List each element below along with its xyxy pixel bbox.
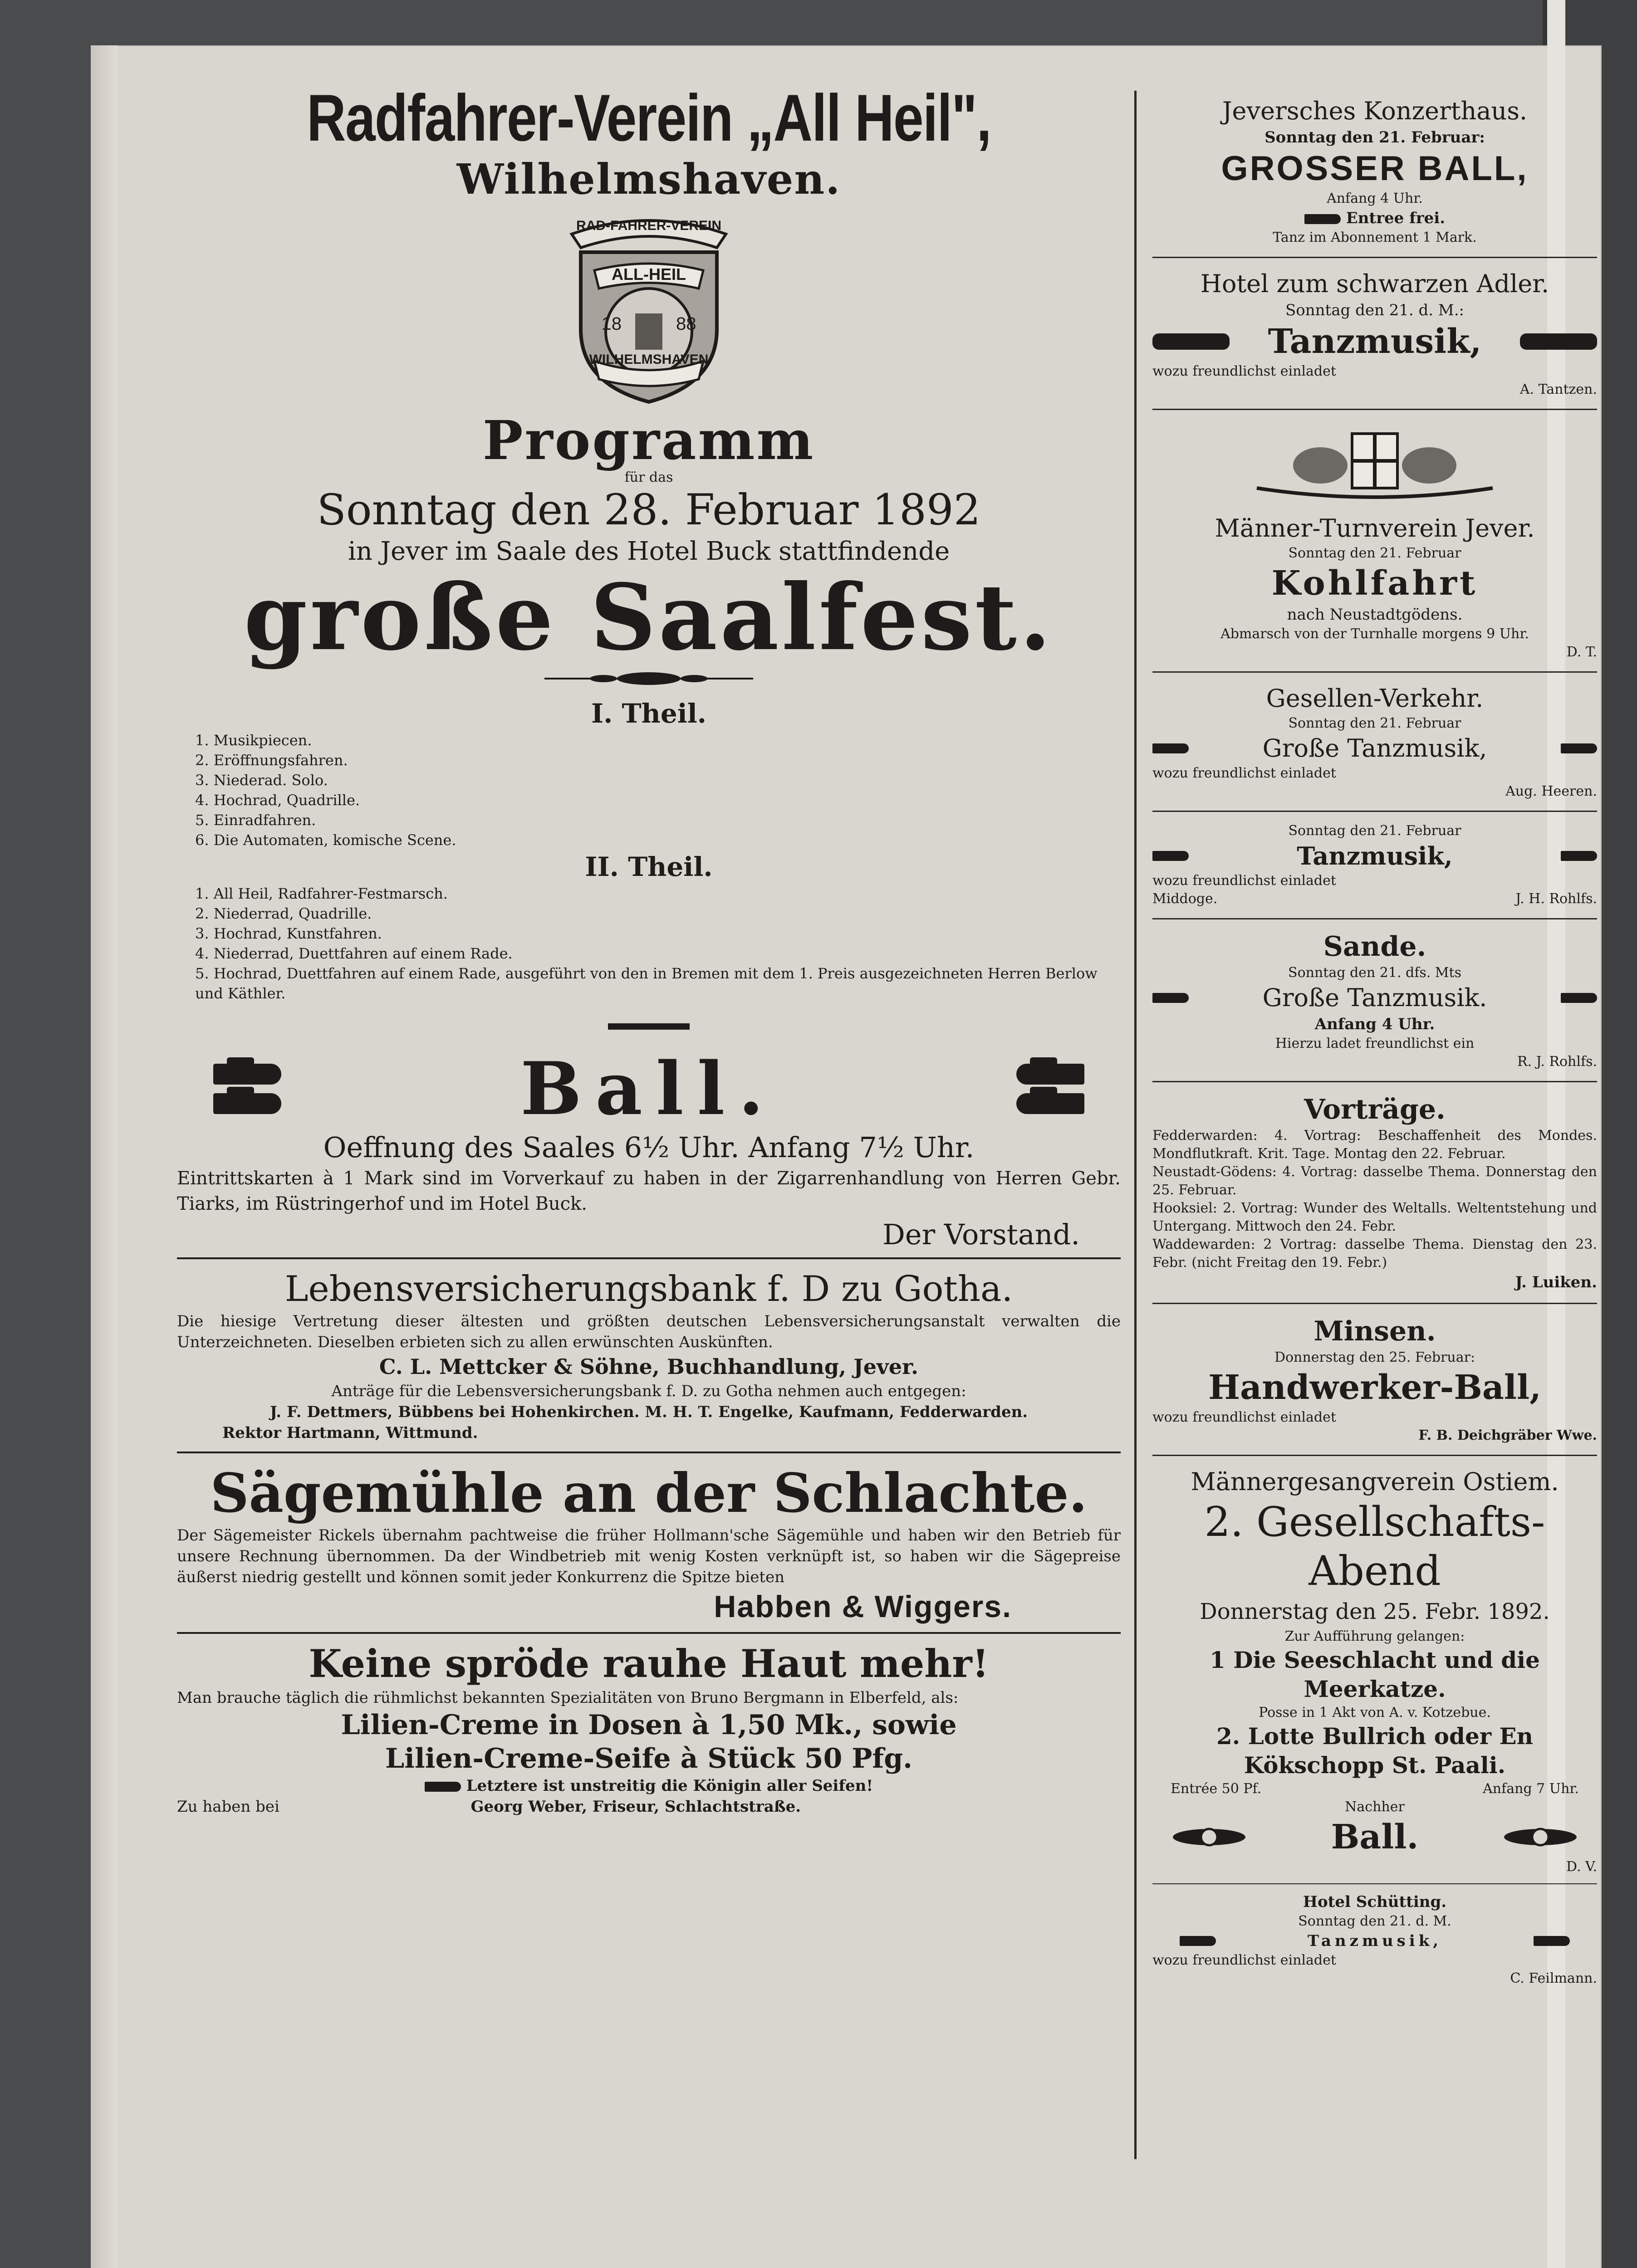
verein-heading: Radfahrer-Verein „All Heil", — [307, 81, 991, 155]
pointing-hand-icon — [1016, 1064, 1084, 1085]
konzert-tanz: Tanz im Abonnement 1 Mark. — [1273, 230, 1477, 245]
gotha-text: Die hiesige Vertretung dieser ältesten und größten deutschen Lebensversicherungsanstalt verwalten die Unterzeichneten. Dieselben erbieten sich zu allen erwünschten Auskünften. — [177, 1312, 1121, 1351]
programm-location: in Jever im Saale des Hotel Buck stattfindende — [348, 537, 950, 566]
list-item: 2. Eröffnungsfahren. — [195, 752, 348, 769]
list-item: 3. Hochrad, Kunstfahren. — [195, 925, 382, 942]
haut-line2: Lilien-Creme-Seife à Stück 50 Pfg. — [385, 1743, 913, 1774]
sande-event-row — [1152, 982, 1597, 1014]
sande-start: Anfang 4 Uhr. — [1314, 1015, 1435, 1033]
konzert-entree-row — [1152, 208, 1597, 229]
konzert-event: GROSSER BALL, — [1221, 149, 1529, 188]
konzert-title: Jeversches Konzerthaus. — [1222, 97, 1528, 125]
pointing-hand-icon — [213, 1093, 281, 1114]
right-column — [1152, 95, 1597, 1988]
ornament-divider — [177, 670, 1121, 689]
rohlfs-event-row — [1152, 840, 1597, 872]
list-item: 4. Niederrad, Duettfahren auf einem Rade. — [195, 945, 513, 962]
ornament-icon — [1561, 743, 1597, 753]
ornament-icon — [544, 670, 753, 687]
emblem — [177, 211, 1121, 408]
turn-dep: Abmarsch von der Turnhalle morgens 9 Uhr. — [1220, 626, 1529, 642]
list-item: 5. Einradfahren. — [195, 811, 316, 829]
ostiem-item1: 1 Die Seeschlacht und die Meerkatze. — [1210, 1647, 1540, 1702]
section-rule — [1152, 257, 1597, 258]
gesellen-invite: wozu freundlichst einladet — [1152, 765, 1336, 781]
haut-seller: Georg Weber, Friseur, Schlachtstraße. — [471, 1798, 801, 1816]
ornament-icon — [1520, 329, 1597, 354]
emblem-year — [177, 314, 1121, 334]
vortraege-title: Vorträge. — [1304, 1094, 1446, 1125]
ball-tickets: Eintrittskarten à 1 Mark sind im Vorverkauf zu haben in der Zigarrenhandlung von Herren Gebr. Tiarks, im Rüstringerhof und im Hotel Buck. — [177, 1168, 1121, 1214]
konzert-start: Anfang 4 Uhr. — [1327, 191, 1423, 206]
section-rule — [1152, 671, 1597, 673]
winged-ornament-icon — [1171, 1824, 1248, 1850]
programm-fuer: für das — [624, 469, 673, 485]
page-edge — [91, 45, 118, 2268]
schuetting-event: Tanzmusik, — [1307, 1932, 1442, 1950]
pointing-hand-icon — [1534, 1936, 1570, 1946]
turn-sign: D. T. — [1566, 644, 1597, 660]
schuetting-name: C. Feilmann. — [1510, 1970, 1597, 1986]
turn-title: Männer-Turnverein Jever. — [1215, 514, 1535, 543]
turnverein-emblem-icon — [1239, 420, 1511, 511]
ostiem-ball-row — [1152, 1816, 1597, 1858]
pointing-hand-icon — [1016, 1093, 1084, 1114]
pointing-hand-icon — [213, 1064, 281, 1085]
ornament-icon — [1561, 993, 1597, 1003]
ornament-icon — [1152, 993, 1189, 1003]
konzert-date: Sonntag den 21. Februar: — [1265, 128, 1485, 147]
list-item: 1. All Heil, Radfahrer-Festmarsch. — [195, 885, 448, 902]
ball-title: Ball. — [520, 1046, 778, 1131]
list-item: 1. Musikpiecen. — [195, 732, 312, 749]
list-item: 5. Hochrad, Duettfahren auf einem Rade, ausgeführt von den in Bremen mit dem 1. Preis ausgezeichneten Herren Berlow und Käthler. — [195, 965, 1098, 1002]
ostiem-sign: D. V. — [1566, 1859, 1597, 1875]
emblem-ring-text: RAD-FAHRER-VEREIN — [576, 218, 721, 233]
minsen-date: Donnerstag den 25. Februar: — [1274, 1349, 1475, 1365]
adler-title: Hotel zum schwarzen Adler. — [1200, 269, 1549, 298]
section-rule — [1152, 1883, 1597, 1884]
gotha-line4: Rektor Hartmann, Wittmund. — [222, 1424, 478, 1442]
adler-invite: wozu freundlichst einladet — [1152, 363, 1336, 379]
haut-text: Man brauche täglich die rühmlichst bekannten Spezialitäten von Bruno Bergmann in Elberfeld, als: — [177, 1689, 959, 1707]
section-rule — [177, 1452, 1121, 1453]
pointing-hands-left — [213, 1064, 281, 1114]
theil1-list — [177, 730, 1121, 850]
ball-signed: Der Vorstand. — [882, 1218, 1080, 1251]
section-rule — [177, 1257, 1121, 1259]
vortraege-line: Waddewarden: 2 Vortrag: dasselbe Thema. Dienstag den 23. Febr. (nicht Freitag den 19. Febr.) — [1152, 1237, 1597, 1271]
section-bar — [608, 1023, 690, 1030]
haut-note-row — [177, 1775, 1121, 1796]
emblem-banner: ALL-HEIL — [612, 265, 686, 284]
minsen-invite: wozu freundlichst einladet — [1152, 1409, 1336, 1425]
pointing-hand-icon — [425, 1782, 461, 1792]
ostiem-ball: Ball. — [1331, 1818, 1419, 1857]
list-item: 2. Niederrad, Quadrille. — [195, 905, 372, 922]
ornament-icon — [1152, 743, 1189, 753]
theil2-title: II. Theil. — [585, 851, 713, 882]
sande-invite: Hierzu ladet freundlichst ein — [1275, 1036, 1475, 1051]
ornament-icon — [1152, 851, 1189, 861]
minsen-name: F. B. Deichgräber Wwe. — [1418, 1427, 1597, 1443]
ostiem-date: Donnerstag den 25. Febr. 1892. — [1200, 1599, 1550, 1624]
rohlfs-invite: wozu freundlichst einladet — [1152, 873, 1336, 889]
vortraege-name: J. Luiken. — [1515, 1273, 1597, 1291]
ostiem-posse: Posse in 1 Akt von A. v. Kotzebue. — [1259, 1705, 1491, 1721]
schuetting-date: Sonntag den 21. d. M. — [1298, 1913, 1451, 1929]
rohlfs-footer — [1152, 890, 1597, 908]
gesellen-title: Gesellen-Verkehr. — [1266, 684, 1484, 713]
schuetting-event-row — [1152, 1931, 1597, 1951]
sande-title: Sande. — [1323, 931, 1426, 963]
emblem-year-right: 88 — [676, 314, 696, 334]
winged-ornament-icon — [1502, 1824, 1579, 1850]
saege-firm: Habben & Wiggers. — [714, 1589, 1012, 1624]
section-rule — [1152, 811, 1597, 812]
vortraege-line: Fedderwarden: 4. Vortrag: Beschaffenheit des Mondes. Mondflutkraft. Krit. Tage. Montag den 22. Februar. — [1152, 1128, 1597, 1162]
ostiem-start: Anfang 7 Uhr. — [1483, 1781, 1579, 1797]
adler-date: Sonntag den 21. d. M.: — [1285, 301, 1464, 319]
ball-times: Oeffnung des Saales 6½ Uhr. Anfang 7½ Uhr. — [323, 1131, 975, 1164]
section-rule — [177, 1632, 1121, 1634]
rohlfs-event: Tanzmusik, — [1297, 841, 1453, 870]
sande-event: Große Tanzmusik. — [1262, 983, 1487, 1012]
section-rule — [1152, 1303, 1597, 1304]
gesellen-name: Aug. Heeren. — [1505, 783, 1597, 799]
turn-event: Kohlfahrt — [1271, 564, 1478, 603]
pointing-hand-icon — [1180, 1936, 1216, 1946]
haut-note: Letztere ist unstreitig die Königin aller Seifen! — [466, 1777, 873, 1795]
turn-date: Sonntag den 21. Februar — [1288, 545, 1461, 561]
ostiem-event: 2. Gesellschafts-Abend — [1204, 1498, 1545, 1595]
ostiem-zur: Zur Aufführung gelangen: — [1284, 1628, 1465, 1644]
rohlfs-name: J. H. Rohlfs. — [1515, 891, 1597, 907]
haut-sold-label: Zu haben bei — [177, 1798, 279, 1816]
left-column — [177, 82, 1121, 1817]
gesellen-event-row — [1152, 733, 1597, 764]
ornament-icon — [1561, 851, 1597, 861]
haut-line1: Lilien-Creme in Dosen à 1,50 Mk., sowie — [341, 1709, 957, 1741]
sande-name: R. J. Rohlfs. — [1517, 1054, 1597, 1070]
rohlfs-date: Sonntag den 21. Februar — [1288, 823, 1461, 839]
haut-title: Keine spröde rauhe Haut mehr! — [309, 1641, 989, 1686]
vortraege-line: Neustadt-Gödens: 4. Vortrag: dasselbe Thema. Donnerstag den 25. Februar. — [1152, 1164, 1597, 1198]
pointing-hand-icon — [1304, 214, 1341, 224]
theil1-title: I. Theil. — [591, 698, 706, 729]
rohlfs-place: Middoge. — [1152, 891, 1218, 907]
vortraege-line: Hooksiel: 2. Vortrag: Wunder des Weltalls. Weltentstehung und Untergang. Mittwoch den 24. Febr. — [1152, 1200, 1597, 1234]
gesellen-event: Große Tanzmusik, — [1262, 734, 1487, 763]
schuetting-title: Hotel Schütting. — [1303, 1893, 1447, 1911]
sande-date: Sonntag den 21. dfs. Mts — [1288, 965, 1461, 981]
adler-event-row — [1152, 321, 1597, 362]
emblem-year-left: 18 — [601, 314, 622, 334]
gotha-line2: Anträge für die Lebensversicherungsbank f. D. zu Gotha nehmen auch entgegen: — [331, 1382, 966, 1400]
ornament-icon — [1152, 329, 1230, 354]
turnverein-emblem — [1152, 420, 1597, 513]
section-rule — [1152, 1081, 1597, 1082]
saege-text: Der Sägemeister Rickels übernahm pachtweise die früher Hollmann'sche Sägemühle und haben wir den Betrieb für unsere Rechnung übernommen. Da der Windbetrieb mit wenig Kosten verknüpft ist, so haben wir die Sägepreise äußerst niedrig gestellt und können somit jeder Konkurrenz die Spitze bieten — [177, 1526, 1121, 1586]
ball-heading — [177, 1048, 1121, 1129]
list-item: 3. Niederad. Solo. — [195, 772, 328, 789]
city-heading: Wilhelmshaven. — [456, 155, 841, 204]
programm-title: Programm — [482, 409, 815, 472]
section-rule — [1152, 918, 1597, 919]
adler-event: Tanzmusik, — [1268, 322, 1482, 361]
saege-title: Sägemühle an der Schlachte. — [210, 1461, 1088, 1525]
list-item: 6. Die Automaten, komische Scene. — [195, 831, 456, 849]
turn-dest: nach Neustadtgödens. — [1287, 606, 1463, 624]
gotha-title: Lebensversicherungsbank f. D zu Gotha. — [284, 1269, 1013, 1310]
ostiem-item2: 2. Lotte Bullrich oder En Kökschopp St. Paali. — [1216, 1723, 1533, 1779]
gotha-agent: C. L. Mettcker & Söhne, Buchhandlung, Jever. — [379, 1354, 919, 1379]
emblem-bottom-text: WILHELMSHAVEN — [589, 352, 709, 367]
pointing-hands-right — [1016, 1064, 1084, 1114]
gotha-line3: J. F. Dettmers, Bübbens bei Hohenkirchen. M. H. T. Engelke, Kaufmann, Fedderwarden. — [270, 1403, 1028, 1421]
ostiem-title: Männergesangverein Ostiem. — [1191, 1467, 1559, 1496]
schuetting-invite: wozu freundlichst einladet — [1152, 1952, 1336, 1968]
section-rule — [1152, 1455, 1597, 1456]
theil2-list — [177, 884, 1121, 1003]
minsen-title: Minsen. — [1314, 1315, 1436, 1347]
ostiem-info — [1152, 1780, 1597, 1798]
ostiem-nachher: Nachher — [1345, 1799, 1405, 1815]
ostiem-entree: Entrée 50 Pf. — [1171, 1781, 1262, 1797]
section-rule — [1152, 409, 1597, 410]
column-divider — [1134, 91, 1137, 2159]
minsen-event: Handwerker-Ball, — [1208, 1368, 1541, 1407]
haut-seller-row — [177, 1796, 1121, 1817]
konzert-entree: Entree frei. — [1346, 209, 1446, 227]
adler-name: A. Tantzen. — [1519, 381, 1597, 397]
shield-emblem-icon — [554, 211, 744, 406]
event-title: große Saalfest. — [244, 564, 1054, 671]
gesellen-date: Sonntag den 21. Februar — [1288, 715, 1461, 731]
list-item: 4. Hochrad, Quadrille. — [195, 792, 360, 809]
programm-date: Sonntag den 28. Februar 1892 — [317, 485, 981, 535]
